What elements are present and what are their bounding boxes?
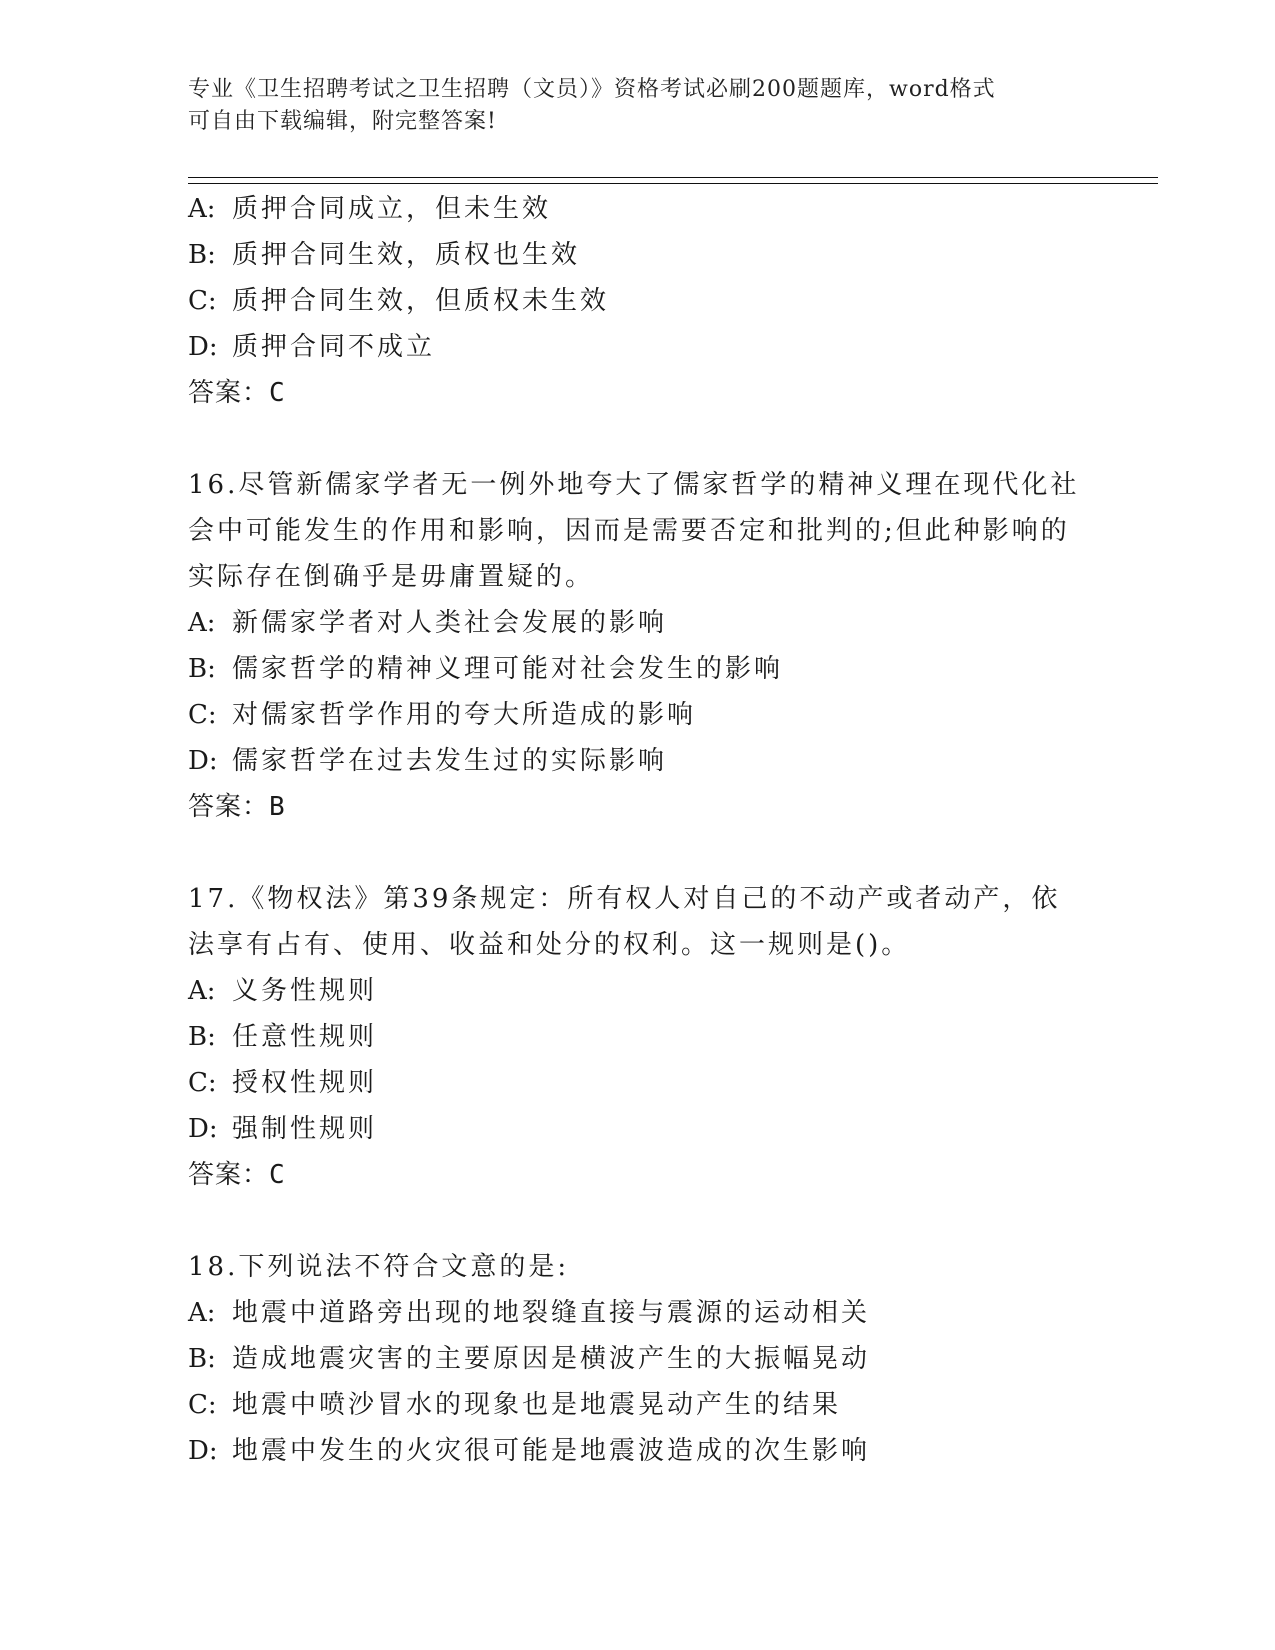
option-d bbox=[188, 738, 1088, 784]
option-text: 强制性规则 bbox=[232, 1114, 378, 1144]
question-stem-line: 实际存在倒确乎是毋庸置疑的。 bbox=[188, 562, 595, 592]
option-label: B: bbox=[188, 1022, 216, 1052]
option-text: 造成地震灾害的主要原因是横波产生的大振幅晃动 bbox=[232, 1344, 871, 1374]
option-label: C: bbox=[188, 1068, 217, 1098]
question-18 bbox=[188, 1244, 1088, 1474]
answer-label: 答案： bbox=[188, 378, 270, 408]
header-line-1: 专业《卫生招聘考试之卫生招聘（文员）》资格考试必刷200题题库，word格式 bbox=[188, 77, 996, 102]
option-a bbox=[188, 968, 1088, 1014]
option-label: C: bbox=[188, 1390, 217, 1420]
answer-line bbox=[188, 784, 1088, 830]
question-15-continued bbox=[188, 186, 1088, 416]
option-text: 儒家哲学在过去发生过的实际影响 bbox=[232, 746, 668, 776]
option-text: 地震中发生的火灾很可能是地震波造成的次生影响 bbox=[232, 1436, 871, 1466]
answer-value: B bbox=[269, 792, 286, 822]
option-d bbox=[188, 1428, 1088, 1474]
option-text: 任意性规则 bbox=[232, 1022, 378, 1052]
option-label: B: bbox=[188, 1344, 216, 1374]
question-17 bbox=[188, 876, 1088, 1198]
option-text: 地震中道路旁出现的地裂缝直接与震源的运动相关 bbox=[232, 1298, 871, 1328]
option-label: D: bbox=[188, 1436, 218, 1466]
answer-value: C bbox=[269, 1160, 286, 1190]
option-text: 质押合同成立，但未生效 bbox=[232, 194, 552, 224]
option-c bbox=[188, 1060, 1088, 1106]
option-c bbox=[188, 692, 1088, 738]
option-text: 质押合同生效，但质权未生效 bbox=[232, 286, 610, 316]
question-stem-line: 会中可能发生的作用和影响，因而是需要否定和批判的;但此种影响的 bbox=[188, 516, 1070, 546]
option-label: A: bbox=[188, 976, 216, 1006]
option-text: 地震中喷沙冒水的现象也是地震晃动产生的结果 bbox=[232, 1390, 842, 1420]
answer-value: C bbox=[269, 378, 286, 408]
answer-line bbox=[188, 370, 1088, 416]
option-c bbox=[188, 278, 1088, 324]
option-label: A: bbox=[188, 608, 216, 638]
option-label: C: bbox=[188, 286, 217, 316]
option-b bbox=[188, 1336, 1088, 1382]
option-label: A: bbox=[188, 194, 216, 224]
option-text: 儒家哲学的精神义理可能对社会发生的影响 bbox=[232, 654, 784, 684]
option-label: D: bbox=[188, 332, 218, 362]
option-label: D: bbox=[188, 1114, 218, 1144]
header-rule-top bbox=[188, 177, 1158, 178]
option-label: B: bbox=[188, 654, 216, 684]
question-stem-line: 18.下列说法不符合文意的是: bbox=[188, 1252, 570, 1282]
option-b bbox=[188, 1014, 1088, 1060]
answer-label: 答案： bbox=[188, 792, 270, 822]
option-d bbox=[188, 1106, 1088, 1152]
option-text: 义务性规则 bbox=[232, 976, 378, 1006]
header-line-2: 可自由下载编辑，附完整答案! bbox=[188, 109, 497, 134]
answer-line bbox=[188, 1152, 1088, 1198]
option-a bbox=[188, 1290, 1088, 1336]
option-a bbox=[188, 186, 1088, 232]
option-text: 新儒家学者对人类社会发展的影响 bbox=[232, 608, 668, 638]
option-text: 质押合同不成立 bbox=[232, 332, 436, 362]
question-16 bbox=[188, 462, 1088, 830]
question-stem-line: 法享有占有、使用、收益和处分的权利。这一规则是()。 bbox=[188, 930, 911, 960]
option-b bbox=[188, 646, 1088, 692]
option-text: 对儒家哲学作用的夸大所造成的影响 bbox=[232, 700, 697, 730]
header-rule-bottom bbox=[188, 183, 1158, 184]
option-text: 质押合同生效，质权也生效 bbox=[232, 240, 581, 270]
document-header bbox=[188, 74, 1088, 138]
option-b bbox=[188, 232, 1088, 278]
question-list bbox=[188, 186, 1088, 1474]
option-label: B: bbox=[188, 240, 216, 270]
answer-label: 答案： bbox=[188, 1160, 270, 1190]
option-a bbox=[188, 600, 1088, 646]
question-stem-line: 17.《物权法》第39条规定：所有权人对自己的不动产或者动产，依 bbox=[188, 884, 1061, 914]
option-c bbox=[188, 1382, 1088, 1428]
option-label: C: bbox=[188, 700, 217, 730]
option-text: 授权性规则 bbox=[232, 1068, 378, 1098]
question-stem-line: 16.尽管新儒家学者无一例外地夸大了儒家哲学的精神义理在现代化社 bbox=[188, 470, 1080, 500]
option-label: D: bbox=[188, 746, 218, 776]
option-d bbox=[188, 324, 1088, 370]
option-label: A: bbox=[188, 1298, 216, 1328]
